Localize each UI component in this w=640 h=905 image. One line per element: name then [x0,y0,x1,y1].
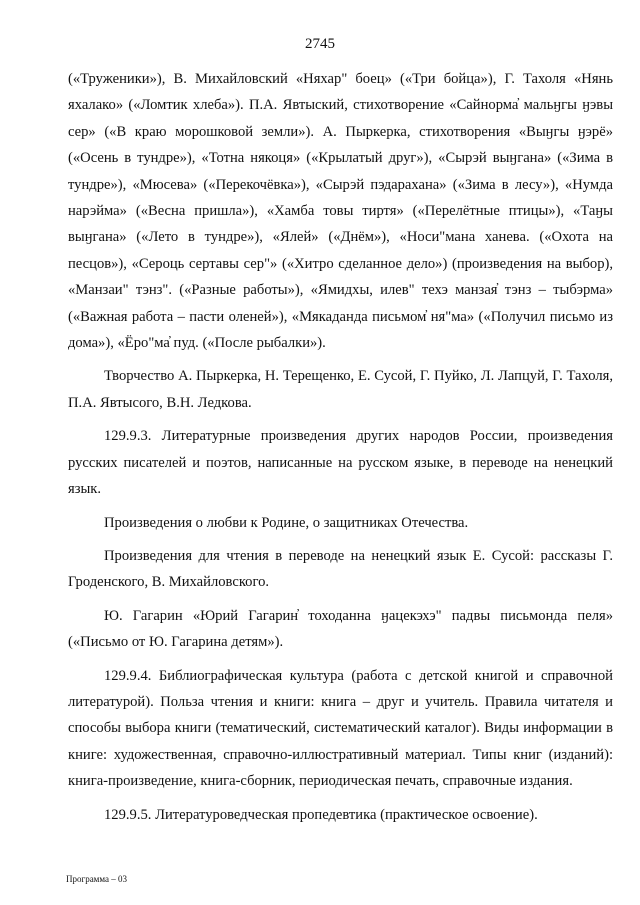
paragraph-section-129-9-5: 129.9.5. Литературоведческая пропедевтика (практическое освоение). [104,806,538,823]
paragraph-motherland: Произведения о любви к Родине, о защитниках Отечества. [104,514,469,531]
paragraph-section-129-9-4: 129.9.4. Библиографическая культура (работа с детской книгой и справочной литературой). Польза чтения и книги: книга – друг и учитель. Правила читателя и способы выбора книги (тематический, систематический каталог). Виды информации в книге: художественная, справочно-иллюстративный материал. Типы книг (изданий): книга-произведение, книга-сборник, периодическая печать, справочные издания. [68,667,613,790]
page-number: 2745 [305,36,335,52]
paragraph-authors: Творчество А. Пыркерка, Н. Терещенко, Е. Сусой, Г. Пуйко, Л. Лапцуй, Г. Тахоля, П.А. Явтысого, В.Н. Ледкова. [68,368,613,411]
paragraph-section-129-9-3: 129.9.3. Литературные произведения других народов России, произведения русских писателей и поэтов, написанные на русском языке, в переводе на ненецкий язык. [68,428,613,498]
document-body [68,66,613,835]
paragraph-works-list: («Труженики»), В. Михайловский «Няхар" боец» («Три бойца»), Г. Тахоля «Нянь яхалако» («Ломтик хлеба»). П.А. Явтыский, стихотворение «Сайнорма̓ мальӈгы ӈэвы сер» («В краю морошковой земли»). А. Пыркерка, стихотворения «Выӈгы ӈэрё» («Осень в тундре»), «Тотна някоця» («Крылатый друг»), «Сырэй выӈгана» («Зима в тундре»), «Мюсева» («Перекочёвка»), «Сырэй пэдарахана» («Зима в лесу»), «Нумда нарэйма» («Весна пришла»), «Хамба товы тиртя» («Перелётные птицы»), «Таӈы выӈгана» («Лето в тундре»), «Ялей» («Днём»), «Носи"мана ханева. («Охота на песцов»), «Сероць сертавы сер"» («Хитро сделанное дело») (произведения на выбор), «Манзаи" тэнз". («Разные работы»), «Ямидхы, илев" техэ манзая̓ тэнз – тыбэрма» («Важная работа – пасти оленей»), «Мякаданда письмом̓ ня"ма» («Получил письмо из дома»), «Ёро"ма̓ пуд. («После рыбалки»). [68,71,613,352]
paragraph-reading-translations: Произведения для чтения в переводе на ненецкий язык Е. Сусой: рассказы Г. Гроденского, В. Михайловского. [68,547,613,591]
paragraph-gagarin: Ю. Гагарин «Юрий Гагарин̓ тоходанна ӈацекэхэ" падвы письмонда пеля» («Письмо от Ю. Гагарина детям»). [68,607,613,651]
footer-label: Программа – 03 [66,874,128,884]
